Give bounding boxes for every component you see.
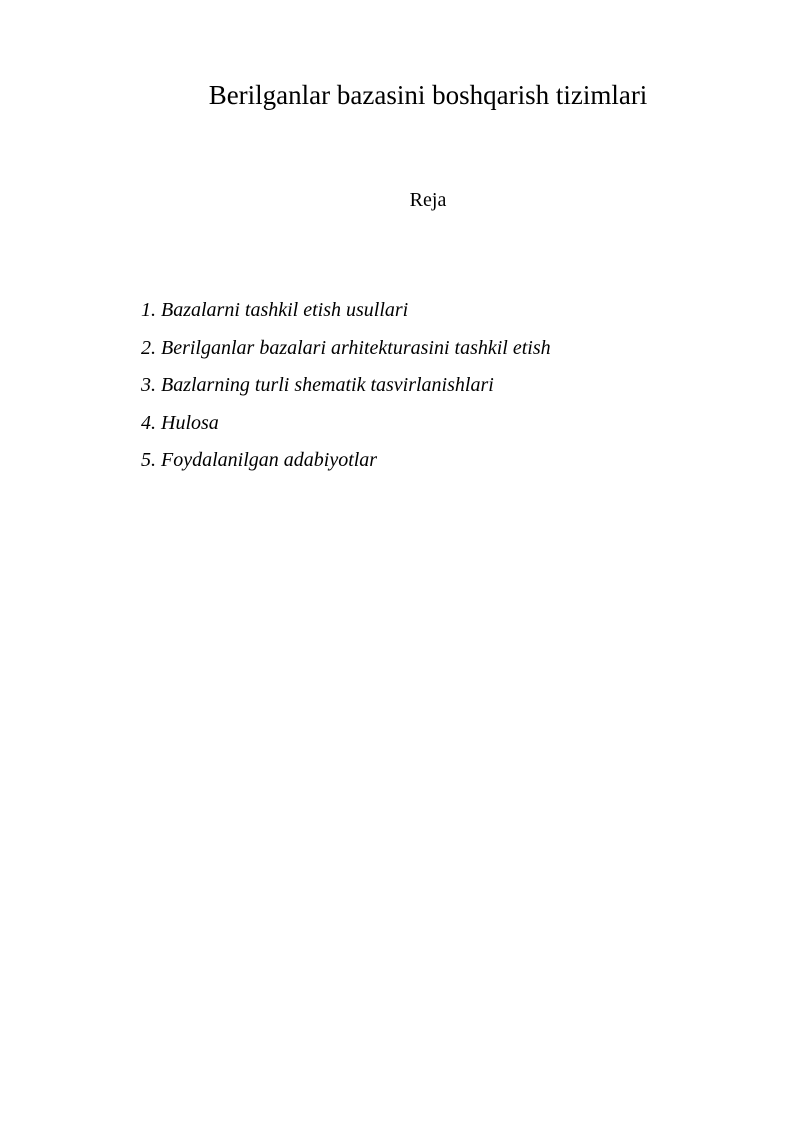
plan-item-3: 3. Bazlarning turli shematik tasvirlanishlari — [141, 374, 494, 396]
plan-heading: Reja — [409, 189, 447, 211]
plan-item-2: 2. Berilganlar bazalari arhitekturasini tashkil etish — [141, 336, 551, 359]
plan-list — [141, 296, 551, 484]
plan-item-4: 4. Hulosa — [141, 411, 219, 434]
plan-item-5: 5. Foydalanilgan adabiyotlar — [141, 449, 378, 471]
document-title: Berilganlar bazasini boshqarish tizimlari — [208, 80, 648, 110]
plan-item-1: 1. Bazalarni tashkil etish usullari — [141, 299, 409, 321]
